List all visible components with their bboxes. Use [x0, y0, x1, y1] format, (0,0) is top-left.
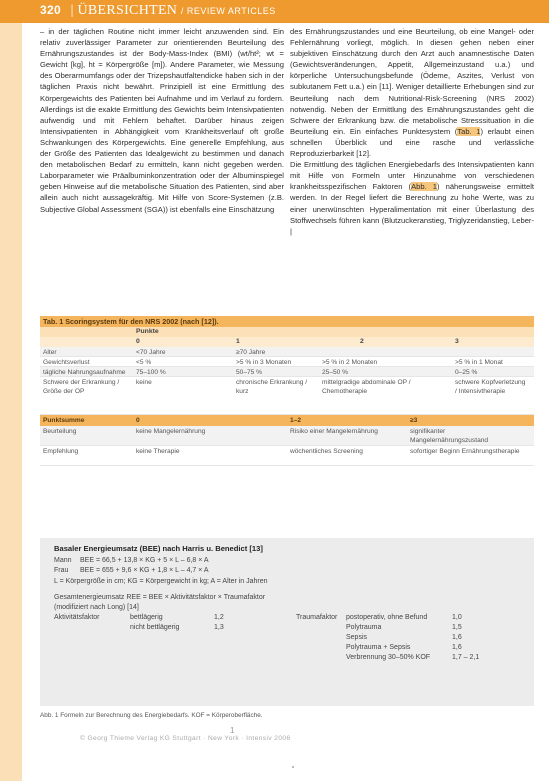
left-text-column [40, 26, 284, 215]
factor-grid: Aktivitätsfaktor bettlägerig 1,2 nicht bettlägerig 1,3 Traumafaktor postoperativ, ohne Befund 1,0 Polytrauma 1,5 Sepsis 1,6 Polytrauma + Sepsis 1,6 Verbrennung 30–50% KOF 1,7 – 2,1 [54, 614, 480, 662]
formula-legend: L = Körpergröße in cm; KG = Körpergewicht in kg; A = Alter in Jahren [54, 577, 268, 585]
running-header [40, 3, 276, 19]
formula-box-title: Basaler Energieumsatz (BEE) nach Harris u. Benedict [13] [54, 544, 263, 553]
table-points-row [40, 337, 534, 347]
table-title: Tab. 1 Scoringsystem für den NRS 2002 (nach [12]). [40, 316, 534, 327]
subsection-title: / REVIEW ARTICLES [180, 6, 276, 16]
trauma-factor-label: Traumafaktor [296, 614, 338, 622]
points-header-label: Punkte [136, 328, 159, 335]
table-points-header [40, 327, 534, 337]
page-number: 320 [40, 3, 61, 17]
point-label: 0 [136, 338, 140, 345]
right-paragraph-2: Die Ermittlung des täglichen Energiebedarfs des Intensivpatienten kann mit Hilfe von Formeln unter Hinzunahme von verschiedenen krankheitsspezifischen Faktoren (Abb. 1) näherungsweise ermittelt werden. In der Regel liefert die Berechnung zu hohe Werte, was zu einer unerwünschten Hyperalimentation mit einer Überlastung des Stoffwechsels führen kann (Blutzuckeranstieg, Triglyzeridanstieg, Leber- | [290, 160, 534, 236]
left-margin-strip [0, 23, 22, 781]
table-row: Schwere der Erkrankung / Größe der OP keine chronische Erkrankung / kurz mittelgradige abdominale OP / Chemotherapie schwere Kopfverletzung / Intensivtherapie [40, 377, 534, 415]
table-sum-row: Punktsumme 0 1–2 ≥3 [40, 415, 534, 426]
table-row: tägliche Nahrungsaufnahme 75–100 % 50–75 % 25–50 % 0–25 % [40, 367, 534, 377]
section-title: | ÜBERSICHTEN [70, 3, 178, 18]
table-reference-link[interactable]: Tab. 1 [457, 126, 481, 136]
total-energy-title: Gesamtenergieumsatz REE = BEE × Aktivitätsfaktor × Traumafaktor [54, 593, 266, 601]
table-row: Alter <70 Jahre ≥70 Jahre [40, 347, 534, 357]
figure-reference-link[interactable]: Abb. 1 [411, 182, 437, 192]
footer-copyright: © Georg Thieme Verlag KG Stuttgart · New York · Intensiv 2006 [80, 735, 291, 742]
formula-woman: Frau BEE = 655 + 9,6 × KG + 1,8 × L – 4,7 × A [54, 567, 209, 575]
point-label: 2 [360, 338, 364, 345]
table-eval-row: Beurteilung keine Mangelernährung Risiko einer Mangelernährung signifikanter Mangelernährungszustand [40, 426, 534, 446]
total-energy-subtitle: (modifiziert nach Long) [14] [54, 604, 139, 612]
table-eval-row: Empfehlung keine Therapie wöchentliches Screening sofortiger Beginn Ernährungstherapie [40, 446, 534, 466]
right-paragraph: des Ernährungszustandes und eine Beurteilung, ob eine Mangel- oder Fehlernährung vorliegt, möglich. In diesen gehen neben einer subjektiven Einschätzung durch den Arzt auch anamnestische Daten (Gewichtsveränderungen, Appetit, Allgemeinzustand u.a.) und körperliche Untersuchungsbefunde (Ödeme, Aszites, Verlust von subkutanem Fett u.a.) ein [11]. Weniger detaillierte Erhebungen sind zur Beurteilung nach dem Nutritional-Risk-Screening (NRS 2002) notwendig. Neben der Ermittlung des Ernährungszustandes geht die Schwere der Erkrankung bzw. die metabolische Stresssituation in die Beurteilung ein. Ein einfaches Punktesystem (Tab. 1) erlaubt einen schnellen Überblick und eine rasche und verlässliche Reproduzierbarkeit [12]. [290, 27, 534, 159]
right-text-column [290, 26, 534, 237]
point-label: 3 [455, 338, 459, 345]
footer-dot [292, 766, 294, 768]
nrs-score-table [40, 316, 534, 466]
formula-box [40, 538, 534, 706]
table-row: Gewichtsverlust <5 % >5 % in 3 Monaten >5 % in 2 Monaten >5 % in 1 Monat [40, 357, 534, 367]
footer-marker: 1 [230, 726, 235, 735]
figure-caption: Abb. 1 Formeln zur Berechnung des Energiebedarfs. KOF = Körperoberfläche. [40, 712, 263, 719]
formula-man: Mann BEE = 66,5 + 13,8 × KG + 5 × L – 6,8 × A [54, 557, 209, 565]
left-paragraph: – in der täglichen Routine nicht immer leicht anzuwenden sind. Ein relativ zuverlässiger Parameter zur orientierenden Beurteilung des Ernährungszustandes ist der Body-Mass-Index (BMI) (wt/ht²; wt = Gewicht [kg], ht = Körpergröße [m]). Andere Parameter, wie Messung des Oberarmumfangs oder der Trizepshautfaltendicke haben sich in der täglichen Praxis nicht bewährt. Prinzipiell ist eine Ermittlung des Körpergewichts des Patienten bei Aufnahme und im Verlauf zu fordern. Allerdings ist die exakte Ermittlung des Gewichts beim Intensivpatienten aufwendig und mit Fehlern behaftet. Darüber hinaus zeigen Intensivpatienten in Abhängigkeit vom Krankheitsverlauf oft große Schwankungen des Körpergewichts. Eine generelle Empfehlung, aus der Größe des Patienten das Idealgewicht zu bestimmen und danach den metabolischen Bedarf zu ermitteln, kann nicht gegeben werden. Laborparameter wie Präalbuminkonzentration oder der Albuminspiegel geben Hinweise auf die metabolische Situation des Patienten, sind aber allein auch nicht aussagekräftig. Mit Hilfe von Score-Systemen (z.B. Subjective Global Assessment (SGA)) ist ebenfalls eine Einschätzung [40, 27, 284, 214]
point-label: 1 [236, 338, 240, 345]
activity-factor-label: Aktivitätsfaktor [54, 614, 100, 622]
